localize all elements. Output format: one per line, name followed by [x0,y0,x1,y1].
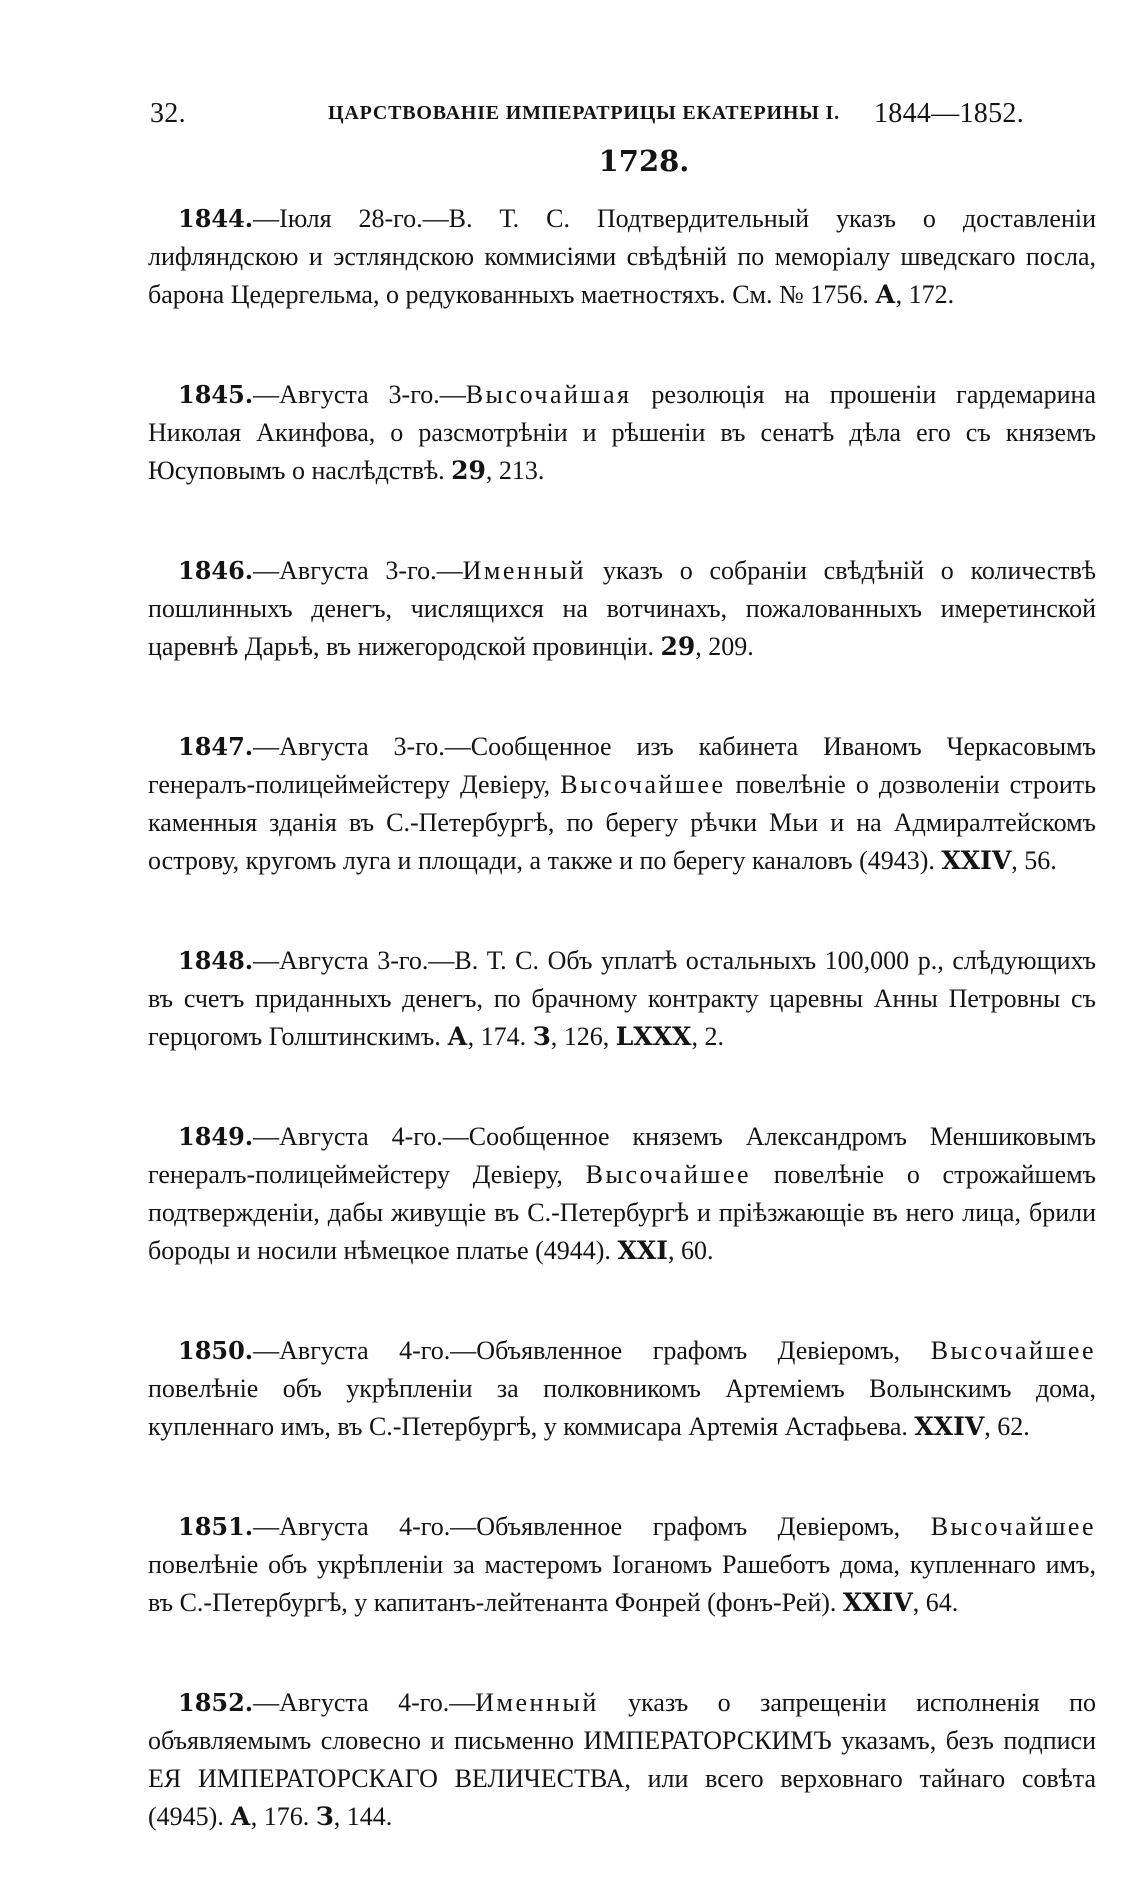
running-head [148,92,1096,138]
entry-1844 [148,200,1096,314]
entry-text: , 64. [912,1588,959,1617]
entry-text: —Августа 3-го.— [253,380,466,409]
entry-text: —Августа 3-го.—В. Т. С. Объ уплатѣ остальныхъ 100,000 р., слѣдующихъ въ счетъ приданныхъ денегъ, по брачному контракту царевны Анны Петровны съ герцогомъ Голштинскимъ. [148,946,1096,1051]
entry-text: повелѣніе о дозволеніи строить каменныя зданія въ С.-Петербургѣ, по берегу рѣчки Мьи и на Адмиралтейскомъ острову, кругомъ луга и площади, а также и по берегу каналовъ (4943). [148,770,1097,875]
entry-1852 [148,1684,1096,1836]
entry-1846 [148,552,1096,666]
source-ref: 29 [451,456,486,485]
entry-1850 [148,1332,1096,1446]
entry-text: повелѣніе объ укрѣпленіи за мастеромъ Іоганомъ Рашеботъ дома, купленнаго имъ, въ С.-Петербургѣ, у капитанъ-лейтенанта Фонрей (фонъ-Рей). [148,1550,1096,1617]
entry-range: 1844—1852. [874,98,1024,129]
entry-text: , 2. [691,1022,724,1051]
entry-number: 1844. [178,204,254,233]
entry-1848 [148,942,1096,1056]
entry-text: , 174. [467,1022,527,1051]
source-ref: А [447,1022,468,1051]
entry-text: , 213. [485,456,545,485]
source-ref: XXI [617,1236,668,1265]
entry-text: , 209. [695,632,754,661]
source-ref: XXIV [941,846,1012,875]
entry-text: повелѣніе объ укрѣпленіи за полковникомъ Артеміемъ Волынскимъ дома, купленнаго имъ, въ С.-Петербургѣ, у коммисара Артемія Астафьева. [148,1374,1096,1441]
entry-number: 1849. [178,1122,254,1151]
entry-text: указъ о запрещеніи исполненія по объявляемымъ словесно и письменно ИМПЕРАТОРСКИМЪ указамъ, безъ подписи ЕЯ ИМПЕРАТОРСКАГО ВЕЛИЧЕСТВА, или всего верховнаго тайнаго совѣта (4945). [148,1688,1096,1831]
entry-text: , 144. [333,1802,393,1831]
source-ref: А [875,280,896,309]
spaced-word: Высочайшее [930,1336,1096,1365]
entry-text: —Іюля 28-го.—В. Т. С. Подтвердительный указъ о доставленіи лифляндскою и эстляндскою коммисіями свѣдѣній по меморіалу шведскаго посла, барона Цедергельма, о редукованныхъ маетностяхъ. См. № 1756. [148,204,1096,309]
entry-1849 [148,1118,1096,1270]
entry-1845 [148,376,1096,490]
source-ref: LXXX [615,1022,692,1051]
entry-1847 [148,728,1096,880]
year-heading: 1728. [598,144,690,178]
source-ref: XXIV [842,1588,913,1617]
spaced-word: Высочайшее [930,1512,1096,1541]
spaced-word: Высочайшее [560,770,726,799]
entry-number: 1847. [178,732,254,761]
entry-number: 1848. [178,946,254,975]
spaced-word: Высочайшая [465,380,632,409]
page [148,92,1096,1898]
spaced-word: Высочайшее [585,1160,751,1189]
source-ref: З [532,1022,551,1051]
entry-text: —Августа 3-го.—Сообщенное изъ кабинета Иваномъ Черкасовымъ генералъ-полицеймейстеру Девіеру, [148,732,1096,799]
source-ref: XXIV [914,1412,985,1441]
entry-text: , 176. [250,1802,310,1831]
entry-text: , 56. [1011,846,1057,875]
source-ref: А [230,1802,251,1831]
page-number: 32. [150,98,186,129]
entry-text: , 62. [984,1412,1030,1441]
spaced-word: Именный [475,1688,599,1717]
spaced-word: Именный [462,556,587,585]
entry-text: —Августа 4-го.—Объявленное графомъ Девіеромъ, [253,1336,931,1365]
source-ref: З [315,1802,334,1831]
entry-number: 1850. [178,1336,254,1365]
entry-number: 1846. [178,556,254,585]
running-title: ЦАРСТВОВАНІЕ ИМПЕРАТРИЦЫ ЕКАТЕРИНЫ I. [328,102,840,124]
source-ref: 29 [660,632,696,661]
entry-number: 1845. [178,380,254,409]
entry-text: повелѣніе о строжайшемъ подтвержденіи, дабы живущіе въ С.-Петербургѣ и пріѣзжающіе въ него лица, брили бороды и носили нѣмецкое платье (4944). [148,1160,1097,1265]
entry-text: —Августа 4-го.—Сообщенное княземъ Александромъ Меншиковымъ генералъ-полицеймейстеру Девіеру, [148,1122,1096,1189]
entry-text: указъ о собраніи свѣдѣній о количествѣ пошлинныхъ денегъ, числящихся на вотчинахъ, пожалованныхъ имеретинской царевнѣ Дарьѣ, въ нижегородской провинціи. [148,556,1096,661]
entry-number: 1851. [178,1512,254,1541]
entry-text: —Августа 3-го.— [253,556,463,585]
entry-text: , 172. [895,280,955,309]
entry-text: резолюція на прошеніи гардемарина Николая Акинфова, о разсмотрѣніи и рѣшеніи въ сенатѣ дѣла его съ княземъ Юсуповымъ о наслѣдствѣ. [148,380,1096,485]
entry-text: —Августа 4-го.—Объявленное графомъ Девіеромъ, [253,1512,931,1541]
entry-text: , 126, [550,1022,610,1051]
entry-number: 1852. [178,1688,254,1717]
entry-text: —Августа 4-го.— [253,1688,476,1717]
entry-text: , 60. [667,1236,714,1265]
entry-1851 [148,1508,1096,1622]
